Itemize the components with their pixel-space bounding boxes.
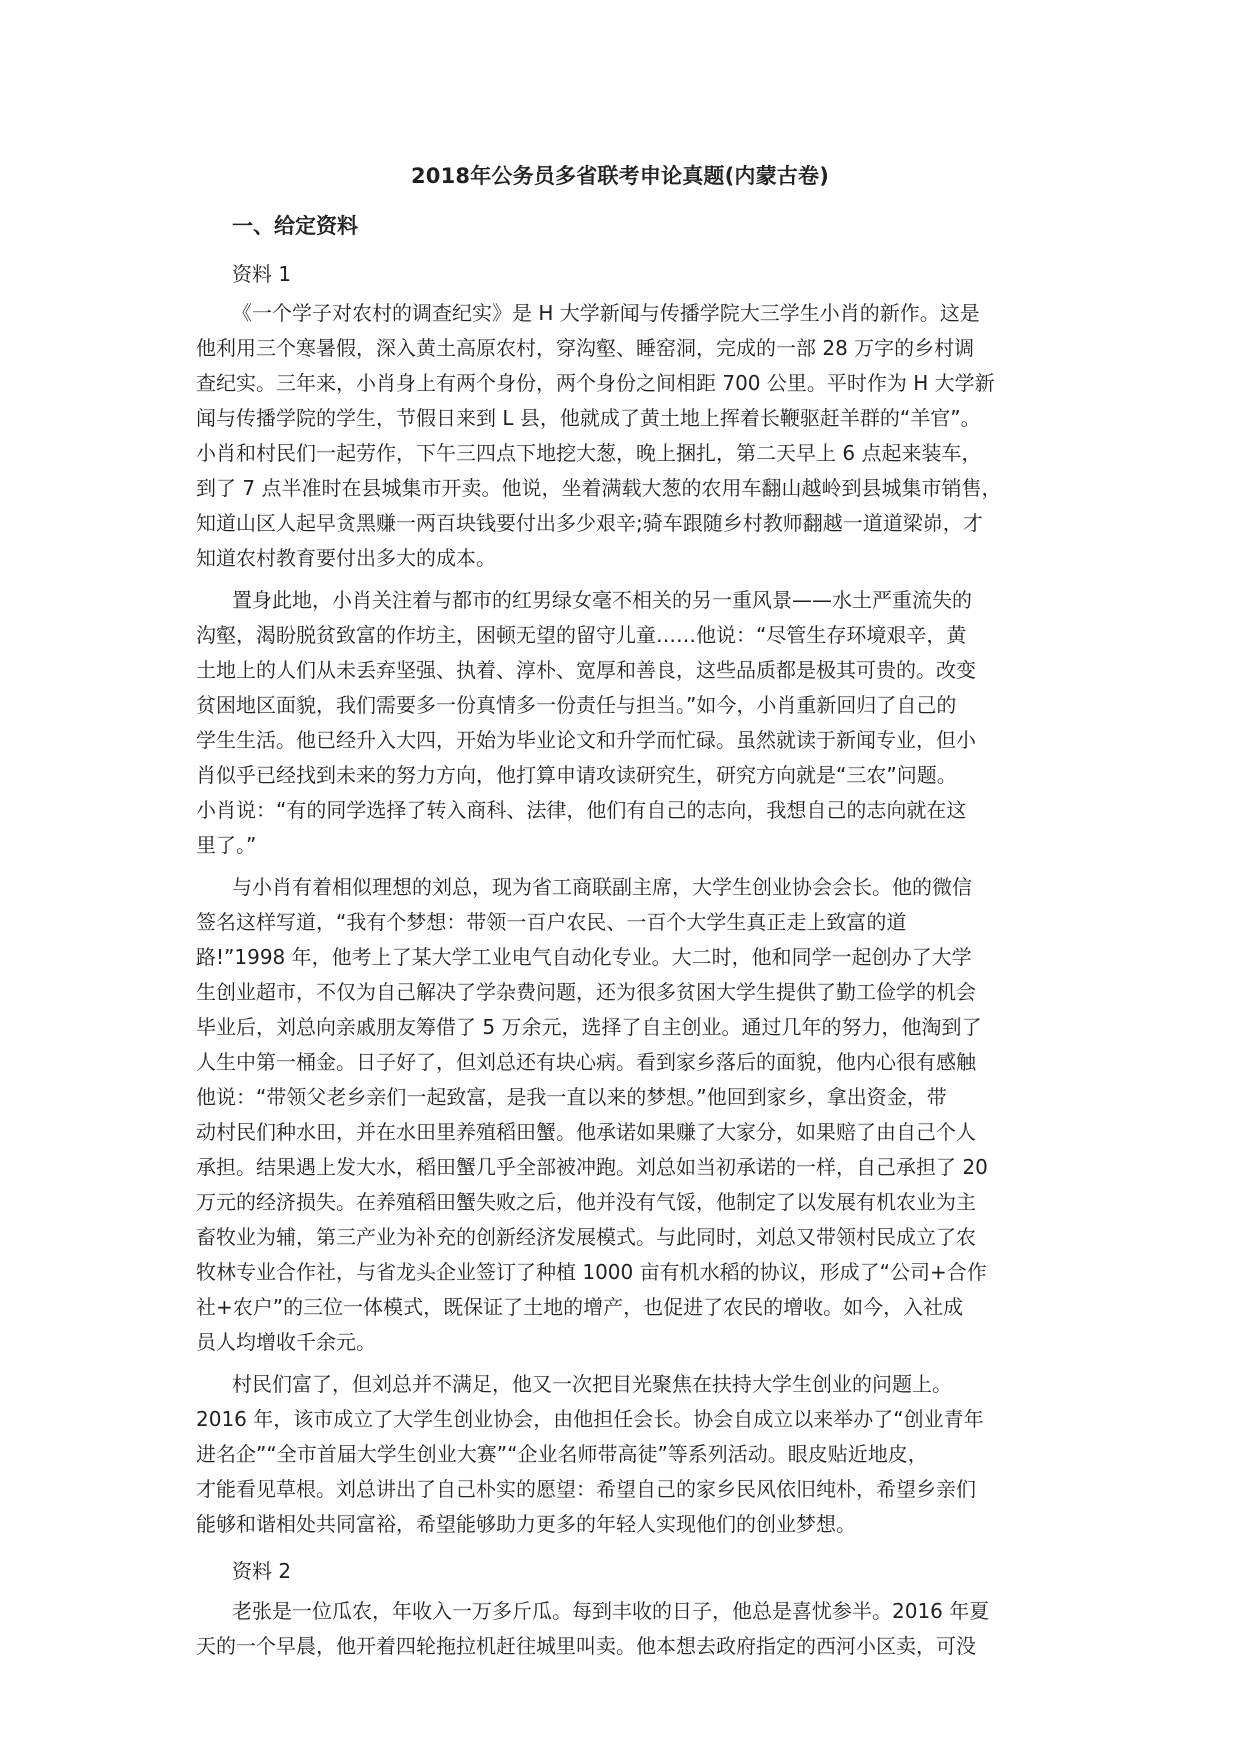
paragraph-line: 到了 7 点半准时在县城集市开卖。他说，坐着满载大葱的农用车翻山越岭到县城集市销售， (196, 476, 1002, 500)
paragraph-line: 动村民们种水田，并在水田里养殖稻田蟹。他承诺如果赚了大家分，如果赔了由自己个人 (196, 1120, 976, 1144)
paragraph-line: 老张是一位瓜农，年收入一万多斤瓜。每到丰收的日子，他总是喜忧参半。2016 年夏 (232, 1599, 990, 1623)
paragraph-line: 畜牧业为辅，第三产业为补充的创新经济发展模式。与此同时，刘总又带领村民成立了农 (196, 1225, 976, 1249)
document-title: 2018年公务员多省联考申论真题(内蒙古卷) (410, 164, 830, 188)
paragraph-line: 进名企”“全市首届大学生创业大赛”“企业名师带高徒”等系列活动。眼皮贴近地皮， (196, 1442, 928, 1466)
paragraph-line: 土地上的人们从未丢弃坚强、执着、淳朴、宽厚和善良，这些品质都是极其可贵的。改变 (196, 658, 976, 682)
paragraph-line: 置身此地，小肖关注着与都市的红男绿女毫不相关的另一重风景——水土严重流失的 (232, 588, 972, 612)
paragraph-line: 天的一个早晨，他开着四轮拖拉机赶往城里叫卖。他本想去政府指定的西河小区卖，可没 (196, 1634, 976, 1658)
paragraph-line: 社+农户”的三位一体模式，既保证了土地的增产，也促进了农民的增收。如今，入社成 (196, 1295, 964, 1319)
paragraph-line: 签名这样写道，“我有个梦想：带领一百户农民、一百个大学生真正走上致富的道 (196, 910, 907, 934)
paragraph-line: 肖似乎已经找到未来的努力方向，他打算申请攻读研究生，研究方向就是“三农”问题。 (196, 763, 957, 787)
paragraph-line: 承担。结果遇上发大水，稻田蟹几乎全部被冲跑。刘总如当初承诺的一样，自己承担了 20 (196, 1155, 988, 1179)
paragraph-line: 路!”1998 年，他考上了某大学工业电气自动化专业。大二时，他和同学一起创办了大学 (196, 945, 972, 969)
paragraph-line: 沟壑，渴盼脱贫致富的作坊主，困顿无望的留守儿童……他说：“尽管生存环境艰辛，黄 (196, 623, 967, 647)
paragraph-line: 贫困地区面貌，我们需要多一份真情多一份责任与担当。”如今，小肖重新回归了自己的 (196, 693, 957, 717)
paragraph-line: 里了。” (196, 833, 257, 857)
paragraph-line: 闻与传播学院的学生，节假日来到 L 县，他就成了黄土地上挥着长鞭驱赶羊群的“羊官”。 (196, 406, 981, 430)
paragraph-line: 《一个学子对农村的调查纪实》是 H 大学新闻与传播学院大三学生小肖的新作。这是 (232, 301, 980, 325)
paragraph-line: 村民们富了，但刘总并不满足，他又一次把目光聚焦在扶持大学生创业的问题上。 (232, 1372, 952, 1396)
section-heading: 一、给定资料 (232, 214, 358, 238)
paragraph-line: 人生中第一桶金。日子好了，但刘总还有块心病。看到家乡落后的面貌，他内心很有感触 (196, 1050, 976, 1074)
paragraph-line: 知道农村教育要付出多大的成本。 (196, 546, 496, 570)
paragraph-line: 毕业后，刘总向亲戚朋友筹借了 5 万余元，选择了自主创业。通过几年的努力，他淘到了 (196, 1015, 982, 1039)
material-1-label: 资料 1 (232, 262, 292, 286)
paragraph-line: 他说：“带领父老乡亲们一起致富，是我一直以来的梦想。”他回到家乡，拿出资金，带 (196, 1085, 947, 1109)
paragraph-line: 与小肖有着相似理想的刘总，现为省工商联副主席，大学生创业协会会长。他的微信 (232, 875, 972, 899)
paragraph-line: 能够和谐相处共同富裕，希望能够助力更多的年轻人实现他们的创业梦想。 (196, 1512, 856, 1536)
paragraph-line: 小肖说：“有的同学选择了转入商科、法律，他们有自己的志向，我想自己的志向就在这 (196, 798, 967, 822)
paragraph-line: 生创业超市，不仅为自己解决了学杂费问题，还为很多贫困大学生提供了勤工俭学的机会 (196, 980, 976, 1004)
paragraph-line: 员人均增收千余元。 (196, 1330, 376, 1354)
paragraph-line: 万元的经济损失。在养殖稻田蟹失败之后，他并没有气馁，他制定了以发展有机农业为主 (196, 1190, 976, 1214)
paragraph-line: 查纪实。三年来，小肖身上有两个身份，两个身份之间相距 700 公里。平时作为 H 大学新 (196, 371, 995, 395)
paragraph-line: 才能看见草根。刘总讲出了自己朴实的愿望：希望自己的家乡民风依旧纯朴，希望乡亲们 (196, 1477, 976, 1501)
paragraph-line: 学生生活。他已经升入大四，开始为毕业论文和升学而忙碌。虽然就读于新闻专业，但小 (196, 728, 976, 752)
paragraph-line: 2016 年，该市成立了大学生创业协会，由他担任会长。协会自成立以来举办了“创业青年 (196, 1407, 984, 1431)
paragraph-line: 知道山区人起早贪黑赚一两百块钱要付出多少艰辛;骑车跟随乡村教师翻越一道道梁峁，才 (196, 511, 983, 535)
material-2-label: 资料 2 (232, 1559, 292, 1583)
paragraph-line: 小肖和村民们一起劳作，下午三四点下地挖大葱，晚上捆扎，第二天早上 6 点起来装车， (196, 441, 982, 465)
paragraph-line: 他利用三个寒暑假，深入黄土高原农村，穿沟壑、睡窑洞，完成的一部 28 万字的乡村调 (196, 336, 975, 360)
paragraph-line: 牧林专业合作社，与省龙头企业签订了种植 1000 亩有机水稻的协议，形成了“公司+合作 (196, 1260, 987, 1284)
